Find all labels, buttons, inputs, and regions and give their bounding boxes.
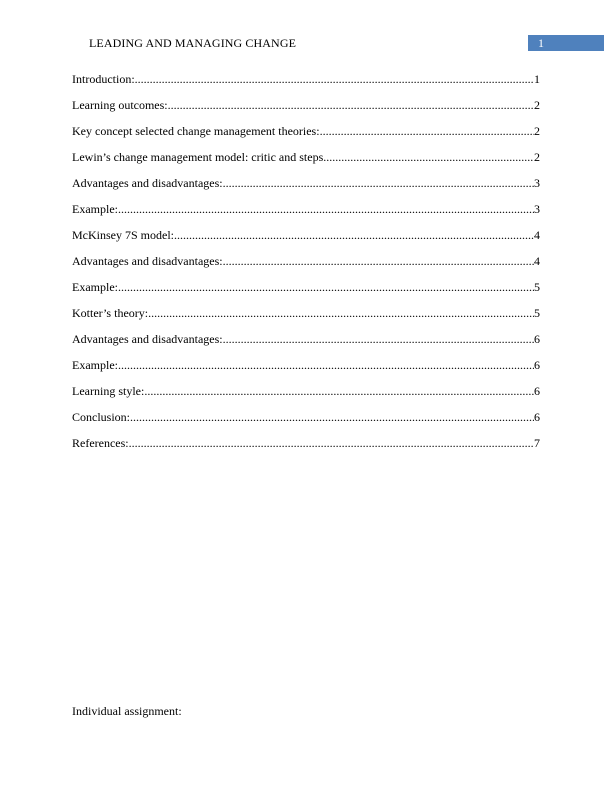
toc-entry-page: 3 — [534, 202, 540, 216]
toc-leader-dots — [144, 384, 534, 398]
table-of-contents — [72, 72, 540, 462]
toc-entry-example-2[interactable] — [72, 280, 540, 306]
toc-entry-page: 5 — [534, 280, 540, 294]
toc-entry-label: Advantages and disadvantages: — [72, 176, 223, 190]
toc-entry-learning-style[interactable] — [72, 384, 540, 410]
toc-leader-dots — [174, 228, 534, 242]
toc-leader-dots — [320, 124, 534, 138]
toc-entry-label: Example: — [72, 358, 118, 372]
toc-leader-dots — [168, 98, 534, 112]
toc-leader-dots — [118, 358, 534, 372]
page-number: 1 — [538, 36, 544, 50]
toc-entry-label: Conclusion: — [72, 410, 131, 424]
toc-leader-dots — [135, 72, 534, 86]
assignment-label: Individual assignment: — [72, 704, 182, 718]
toc-entry-page: 2 — [534, 150, 540, 164]
toc-leader-dots — [223, 176, 534, 190]
toc-leader-dots — [148, 306, 534, 320]
toc-entry-page: 6 — [534, 410, 540, 424]
toc-entry-label: Key concept selected change management theories: — [72, 124, 320, 138]
toc-entry-page: 6 — [534, 358, 540, 372]
toc-leader-dots — [323, 150, 534, 164]
toc-entry-advantages-3[interactable] — [72, 332, 540, 358]
toc-entry-example-1[interactable] — [72, 202, 540, 228]
toc-entry-label: Kotter’s theory: — [72, 306, 149, 320]
toc-entry-page: 7 — [534, 436, 540, 450]
toc-entry-label: Advantages and disadvantages: — [72, 254, 223, 268]
toc-leader-dots — [118, 280, 534, 294]
toc-entry-kotter-theory[interactable] — [72, 306, 540, 332]
running-head: LEADING AND MANAGING CHANGE — [89, 36, 297, 50]
toc-entry-label: McKinsey 7S model: — [72, 228, 174, 242]
toc-entry-mckinsey-7s[interactable] — [72, 228, 540, 254]
toc-entry-page: 6 — [534, 332, 540, 346]
toc-entry-advantages-2[interactable] — [72, 254, 540, 280]
toc-entry-page: 2 — [534, 124, 540, 138]
toc-entry-label: Learning style: — [72, 384, 145, 398]
toc-entry-page: 4 — [534, 228, 540, 242]
toc-entry-introduction[interactable] — [72, 72, 540, 98]
toc-entry-page: 2 — [534, 98, 540, 112]
toc-entry-page: 4 — [534, 254, 540, 268]
toc-entry-learning-outcomes[interactable] — [72, 98, 540, 124]
page-number-badge — [528, 35, 604, 51]
toc-entry-key-concept[interactable] — [72, 124, 540, 150]
toc-leader-dots — [130, 410, 534, 424]
toc-entry-label: Example: — [72, 280, 118, 294]
toc-entry-page: 6 — [534, 384, 540, 398]
toc-entry-label: Advantages and disadvantages: — [72, 332, 223, 346]
toc-leader-dots — [223, 254, 534, 268]
toc-entry-label: Learning outcomes: — [72, 98, 168, 112]
toc-entry-advantages-1[interactable] — [72, 176, 540, 202]
toc-entry-label: Introduction: — [72, 72, 135, 86]
toc-entry-label: References: — [72, 436, 129, 450]
toc-entry-page: 3 — [534, 176, 540, 190]
toc-leader-dots — [118, 202, 534, 216]
toc-leader-dots — [129, 436, 534, 450]
toc-leader-dots — [223, 332, 534, 346]
toc-entry-example-3[interactable] — [72, 358, 540, 384]
toc-entry-page: 5 — [534, 306, 540, 320]
toc-entry-page: 1 — [534, 72, 540, 86]
toc-entry-label: Lewin’s change management model: critic and steps — [72, 150, 324, 164]
toc-entry-conclusion[interactable] — [72, 410, 540, 436]
toc-entry-label: Example: — [72, 202, 118, 216]
toc-entry-references[interactable] — [72, 436, 540, 462]
toc-entry-lewin-model[interactable] — [72, 150, 540, 176]
